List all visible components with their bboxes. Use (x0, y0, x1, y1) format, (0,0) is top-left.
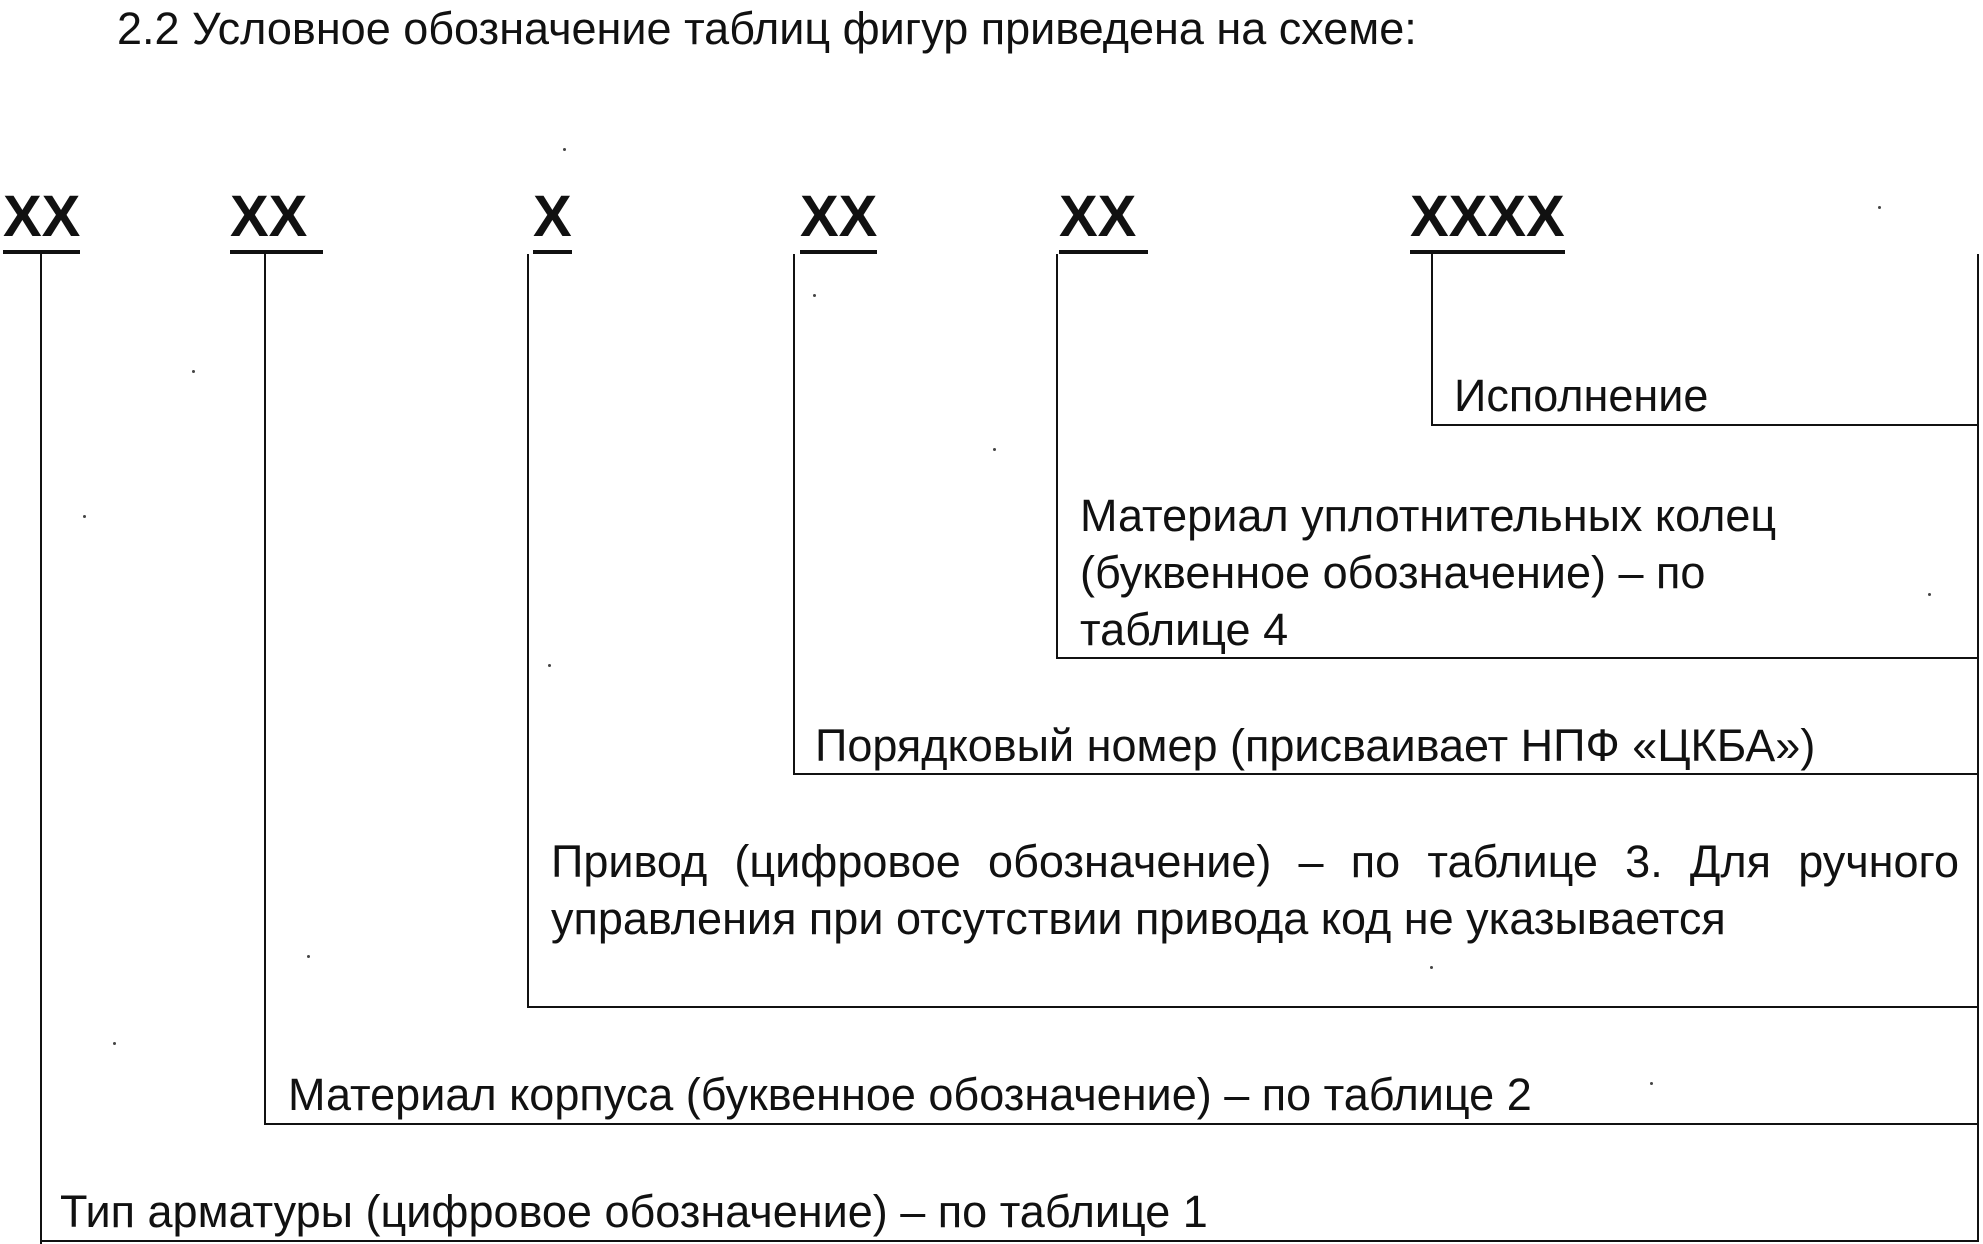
label-seal-material-line3: таблице 4 (1080, 604, 1289, 655)
leader-execution-vertical (1431, 254, 1433, 426)
section-heading: 2.2 Условное обозначение таблиц фигур приведена на схеме: (117, 3, 1417, 54)
leader-valve-type-vertical (40, 254, 42, 1244)
label-drive: Привод (цифровое обозначение) – по таблице 3. Для ручного управления при отсутствии привода код не указывается (551, 836, 1959, 944)
leader-execution-right (1977, 254, 1979, 426)
leader-serial-number-vertical (793, 254, 795, 775)
scan-speck (1878, 206, 1881, 209)
code-seal-material: XX (1059, 188, 1148, 254)
label-execution: Исполнение (1454, 370, 1709, 421)
code-valve-type: XX (3, 188, 80, 254)
leader-body-material-vertical (264, 254, 266, 1125)
code-drive: X (533, 188, 572, 254)
scan-speck (1650, 1082, 1653, 1085)
leader-drive-vertical (527, 254, 529, 1008)
leader-execution-horizontal (1431, 424, 1979, 426)
label-seal-material-line1: Материал уплотнительных колец (1080, 490, 1777, 541)
scan-speck (813, 294, 816, 297)
leader-valve-type-horizontal (40, 1240, 1979, 1242)
scan-speck (307, 955, 310, 958)
code-execution: XXXX (1410, 188, 1565, 254)
label-body-material: Материал корпуса (буквенное обозначение) – по таблице 2 (288, 1069, 1532, 1120)
label-seal-material-line2: (буквенное обозначение) – по (1080, 547, 1706, 598)
scan-speck (113, 1042, 116, 1045)
code-serial-number: XX (800, 188, 877, 254)
scan-speck (563, 148, 566, 151)
label-valve-type: Тип арматуры (цифровое обозначение) – по таблице 1 (60, 1186, 1208, 1237)
leader-seal-material-vertical (1056, 254, 1058, 659)
leader-drive-horizontal (527, 1006, 1979, 1008)
scan-speck (1430, 966, 1433, 969)
leader-body-material-horizontal (264, 1123, 1979, 1125)
leader-right-frame (1977, 424, 1979, 1242)
code-body-material: XX (230, 188, 323, 254)
label-serial-number: Порядковый номер (присваивает НПФ «ЦКБА») (815, 720, 1816, 771)
scan-speck (192, 370, 195, 373)
scan-speck (83, 515, 86, 518)
scan-speck (993, 448, 996, 451)
scan-speck (548, 664, 551, 667)
scan-speck (1928, 593, 1931, 596)
